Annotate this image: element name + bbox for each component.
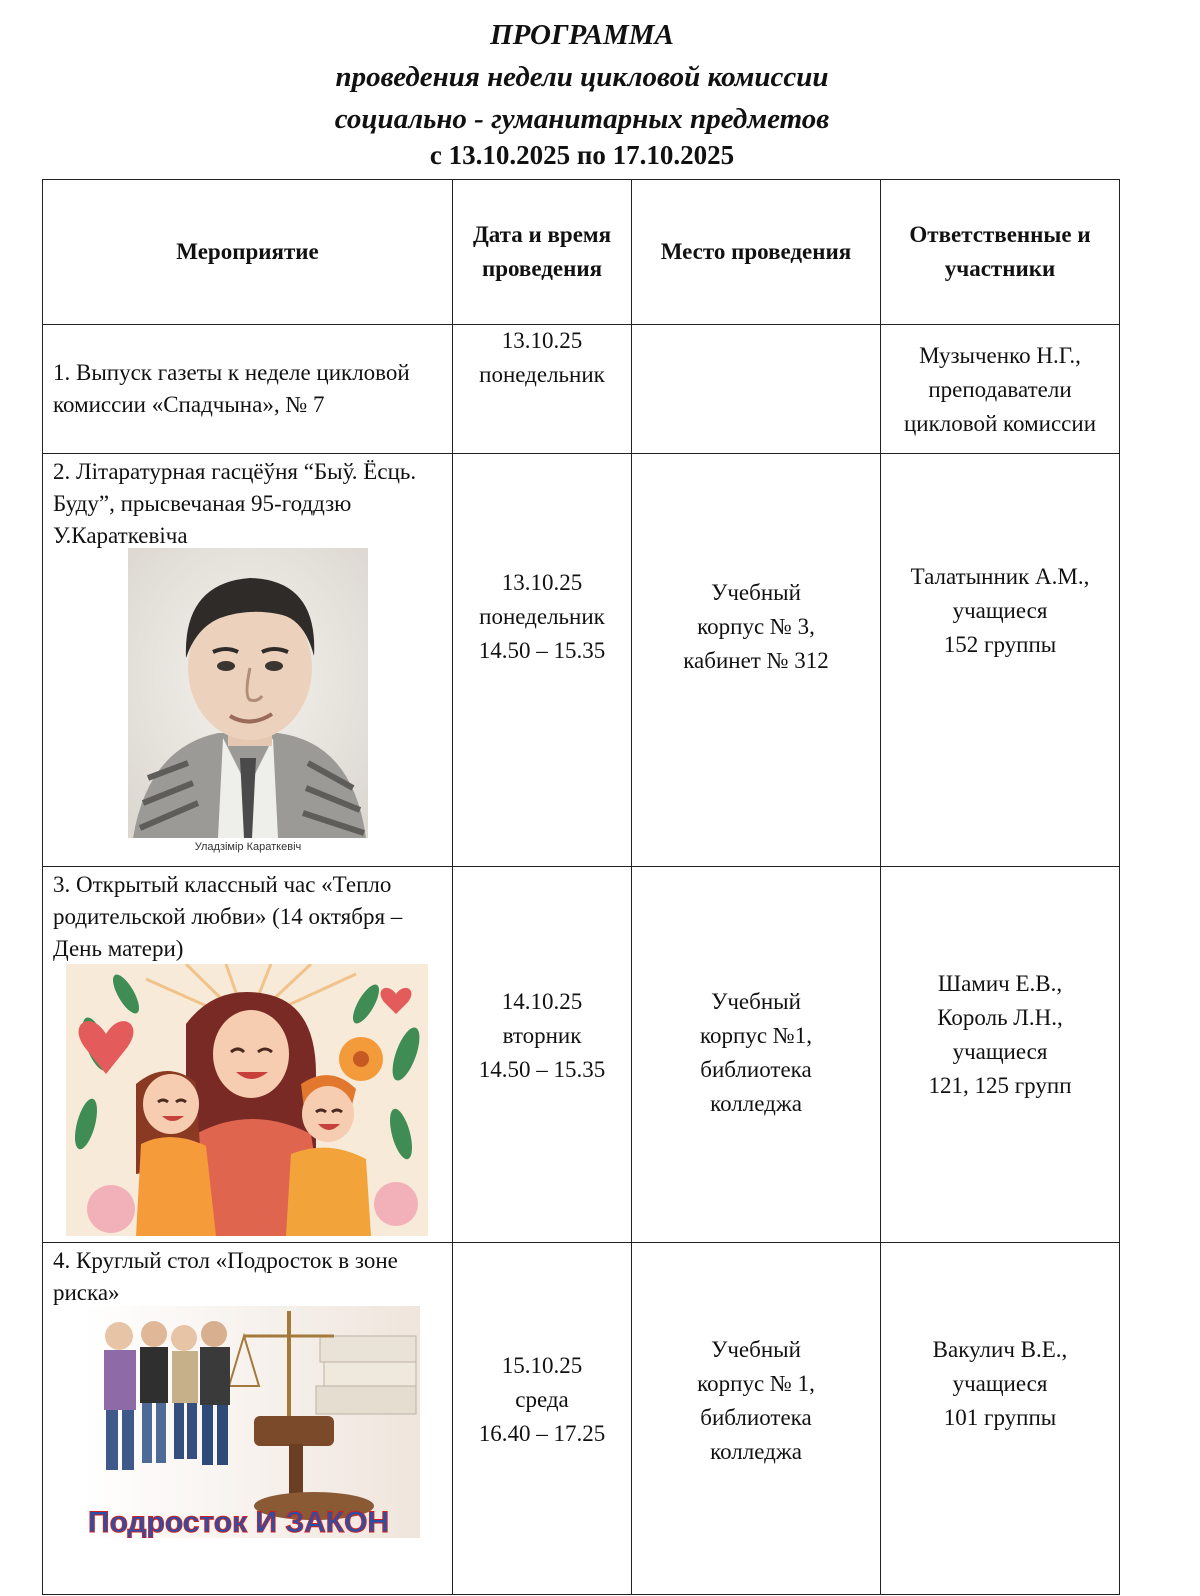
date-line: 13.10.25 [501,570,583,595]
people-line: учащиеся [952,1039,1048,1064]
column-header-people [880,179,1120,325]
people-line: учащиеся [952,598,1048,623]
table-row-4-place [631,1242,881,1595]
place-line: Учебный [711,989,801,1014]
table-row-2-place [631,453,881,867]
date-line: вторник [502,1023,582,1048]
date-line: понедельник [479,362,605,387]
place-line: колледжа [710,1091,802,1116]
place-line: корпус № 1, [697,1371,815,1396]
mother-children-image [66,964,428,1236]
column-header-place-label: Место проведения [660,239,852,264]
people-line: Вакулич В.Е., [932,1337,1068,1362]
teen-law-caption: Подросток И ЗАКОН [88,1506,390,1538]
column-header-event-label: Мероприятие [176,239,319,264]
portrait-image [128,548,368,858]
table-row-4-people [880,1242,1120,1595]
place-line: библиотека [700,1057,812,1082]
people-line: Шамич Е.В., [937,971,1063,996]
document-title [0,14,1164,172]
table-row-3-place [631,866,881,1243]
people-line: учащиеся [952,1371,1048,1396]
date-line: 13.10.25 [501,328,583,353]
date-line: 14.50 – 15.35 [478,1057,606,1082]
people-line: 101 группы [943,1405,1057,1430]
event-line: 2. Літаратурная гасцёўня “Быў. Ёсць. [53,459,417,484]
place-line: корпус № 3, [697,614,815,639]
date-line: среда [515,1387,569,1412]
people-line: Талатынник А.М., [910,564,1090,589]
date-line: 16.40 – 17.25 [478,1421,606,1446]
title-line-3: социально - гуманитарных предметов [334,103,830,135]
people-line: преподаватели [928,377,1072,402]
table-row-1-event [42,324,453,454]
title-line-2: проведения недели цикловой комиссии [335,61,829,93]
people-line: 121, 125 групп [928,1073,1072,1098]
table-row-3-date [452,866,632,1243]
table-row-1-date [452,324,632,454]
event-line: 1. Выпуск газеты к неделе цикловой [53,360,410,385]
portrait-caption: Уладзімір Караткевіч [194,841,302,853]
place-line: корпус №1, [700,1023,812,1048]
event-line: родительской любви» (14 октября – [53,904,403,929]
table-row-1-place [631,324,881,454]
place-line: колледжа [710,1439,802,1464]
date-line: 14.50 – 15.35 [478,638,606,663]
table-row-1-people [880,324,1120,454]
event-line: У.Караткевіча [53,523,188,548]
column-header-event [42,179,453,325]
place-line: кабинет № 312 [683,648,829,673]
event-line: риска» [53,1280,120,1305]
people-line: Король Л.Н., [937,1005,1063,1030]
column-header-people-line1: Ответственные и [909,222,1091,247]
people-line: цикловой комиссии [904,411,1096,436]
place-line: библиотека [700,1405,812,1430]
column-header-place [631,179,881,325]
teen-law-illustration [84,1306,420,1538]
column-header-people-line2: участники [944,256,1056,281]
table-row-2-date [452,453,632,867]
title-line-1: ПРОГРАММА [490,19,674,51]
date-line: 14.10.25 [501,989,583,1014]
event-line: 4. Круглый стол «Подросток в зоне [53,1248,398,1273]
date-line: 15.10.25 [501,1353,583,1378]
table-row-3-people [880,866,1120,1243]
event-line: комиссии «Спадчына», № 7 [53,392,325,417]
table-row-4-date [452,1242,632,1595]
column-header-date [452,179,632,325]
place-line: Учебный [711,1337,801,1362]
table-row-2-people [880,453,1120,867]
event-line: Буду”, прысвечаная 95-годдзю [53,491,352,516]
mother-children-illustration [66,964,428,1236]
portrait-illustration [128,548,368,858]
place-line: Учебный [711,580,801,605]
people-line: 152 группы [943,632,1057,657]
teen-law-image [84,1306,420,1538]
date-line: понедельник [479,604,605,629]
people-line: Музыченко Н.Г., [919,343,1081,368]
column-header-date-line2: проведения [481,256,603,281]
column-header-date-line1: Дата и время [472,222,612,247]
title-dates: с 13.10.2025 по 17.10.2025 [429,140,735,170]
event-line: День матери) [53,936,184,961]
event-line: 3. Открытый классный час «Тепло [53,872,392,897]
